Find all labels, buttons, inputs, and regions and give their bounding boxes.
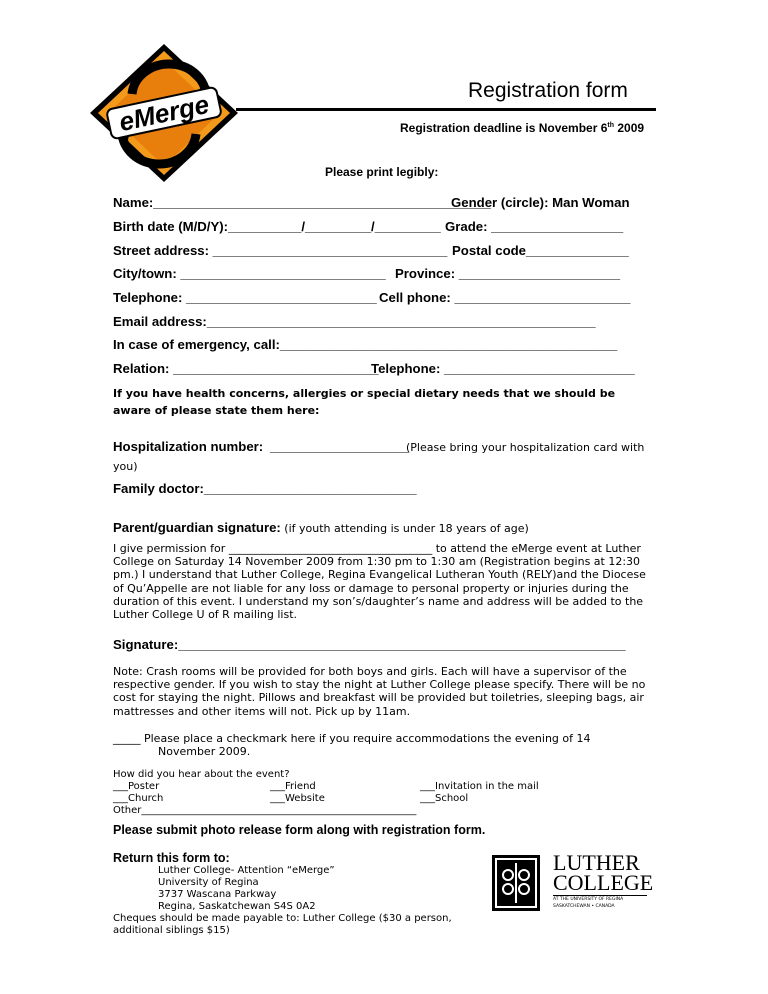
crash-room-note: Note: Crash rooms will be provided for both boys and girls. Each will have a supervisor of the respective gender. If you wish to stay the night at Luther College please specify. There will be no cost for staying the night. Pillows and breakfast will be provided but toiletries, sleeping bags, air mattresses and other items will not. Pick up by 11am. xyxy=(113,665,646,718)
hospitalization-note: (Please bring your hospitalization card with xyxy=(406,441,645,454)
page-title: Registration form xyxy=(468,79,628,102)
survey-option-church[interactable]: ___Church xyxy=(113,793,164,804)
telephone-field[interactable]: Telephone: __________________________ xyxy=(113,290,377,305)
postal-code-field[interactable]: Postal code______________ xyxy=(452,243,629,258)
gender-field[interactable]: Gender (circle): Man Woman xyxy=(451,195,630,210)
name-field[interactable]: Name:______________________________________________ xyxy=(113,195,491,210)
luther-logo-rule xyxy=(553,895,647,896)
grade-field[interactable]: Grade: __________________ xyxy=(445,219,624,234)
hospitalization-field[interactable]: ___________________ xyxy=(270,439,410,454)
birth-date-field[interactable]: Birth date (M/D/Y):__________/_________/_________ xyxy=(113,219,441,234)
survey-option-invitation[interactable]: ___Invitation in the mail xyxy=(420,781,539,792)
luther-logo-sub1: AT THE UNIVERSITY OF REGINA xyxy=(553,897,624,902)
email-field[interactable]: Email address:_____________________________________________________ xyxy=(113,314,596,329)
relation-telephone-field[interactable]: Telephone: __________________________ xyxy=(371,361,635,376)
print-note: Please print legibly: xyxy=(325,165,439,179)
title-rule xyxy=(236,108,656,111)
health-concerns-label: If you have health concerns, allergies or special dietary needs that we should be aware of please state them here: xyxy=(113,387,616,417)
luther-college-emblem xyxy=(492,855,540,911)
accommodation-text: November 2009. xyxy=(158,745,251,758)
hospitalization-label: Hospitalization number: xyxy=(113,439,264,454)
return-label: Return this form to: xyxy=(113,851,230,865)
return-address-line: University of Regina xyxy=(158,877,259,888)
return-address-line: Luther College- Attention “eMerge” xyxy=(158,865,335,876)
luther-rose-icon xyxy=(492,855,540,911)
luther-logo-line2: COLLEGE xyxy=(553,870,654,895)
survey-other-field[interactable]: Other_______________________________________________________ xyxy=(113,805,417,816)
city-field[interactable]: City/town: ____________________________ xyxy=(113,266,386,281)
survey-option-school[interactable]: ___School xyxy=(420,793,469,804)
cheques-note-cont: additional siblings $15) xyxy=(113,925,230,936)
signature-field[interactable]: Signature:_____________________________________________________________ xyxy=(113,637,626,652)
emerge-logo xyxy=(88,42,240,184)
survey-option-friend[interactable]: ___Friend xyxy=(270,781,316,792)
cheques-note: Cheques should be made payable to: Luther College ($30 a person, xyxy=(113,913,452,924)
permission-paragraph: I give permission for _____________________________________ to attend the eMerge event at Luther College on Saturday 14 November 2009 from 1:30 pm to 1:30 am (Registration begins at 12:30 pm.) I understand that Luther College, Regina Evangelical Lutheran Youth (RELY)and the Diocese of Qu’Appelle are not liable for any loss or damage to personal property or injuries during the duration of this event. I understand my son’s/daughter’s name and address will be added to the Luther College U of R mailing list. xyxy=(113,542,646,622)
return-address-line: Regina, Saskatchewan S4S 0A2 xyxy=(158,901,316,912)
return-address-line: 3737 Wascana Parkway xyxy=(158,889,277,900)
deadline: Registration deadline is November 6th 2009 xyxy=(400,121,645,135)
survey-question: How did you hear about the event? xyxy=(113,769,290,780)
accommodation-checkbox[interactable]: _____ Please place a checkmark here if you require accommodations the evening of 14 xyxy=(113,732,591,745)
relation-field[interactable]: Relation: ____________________________ xyxy=(113,361,379,376)
hospitalization-note-cont: you) xyxy=(113,460,138,473)
luther-logo-line1: LUTHER xyxy=(553,850,640,875)
survey-option-website[interactable]: ___Website xyxy=(270,793,325,804)
street-address-field[interactable]: Street address: ________________________________ xyxy=(113,243,448,258)
province-field[interactable]: Province: ______________________ xyxy=(395,266,621,281)
survey-option-poster[interactable]: ___Poster xyxy=(113,781,160,792)
cell-phone-field[interactable]: Cell phone: ________________________ xyxy=(379,290,631,305)
emergency-contact-field[interactable]: In case of emergency, call:______________________________________________ xyxy=(113,337,618,352)
luther-logo-sub2: SASKATCHEWAN • CANADA xyxy=(553,904,615,909)
parent-signature-heading: Parent/guardian signature: (if youth attending is under 18 years of age) xyxy=(113,520,529,535)
photo-release-note: Please submit photo release form along with registration form. xyxy=(113,823,486,837)
logo-text: eMerge xyxy=(116,88,212,138)
family-doctor-field[interactable]: Family doctor:_____________________________ xyxy=(113,481,417,496)
